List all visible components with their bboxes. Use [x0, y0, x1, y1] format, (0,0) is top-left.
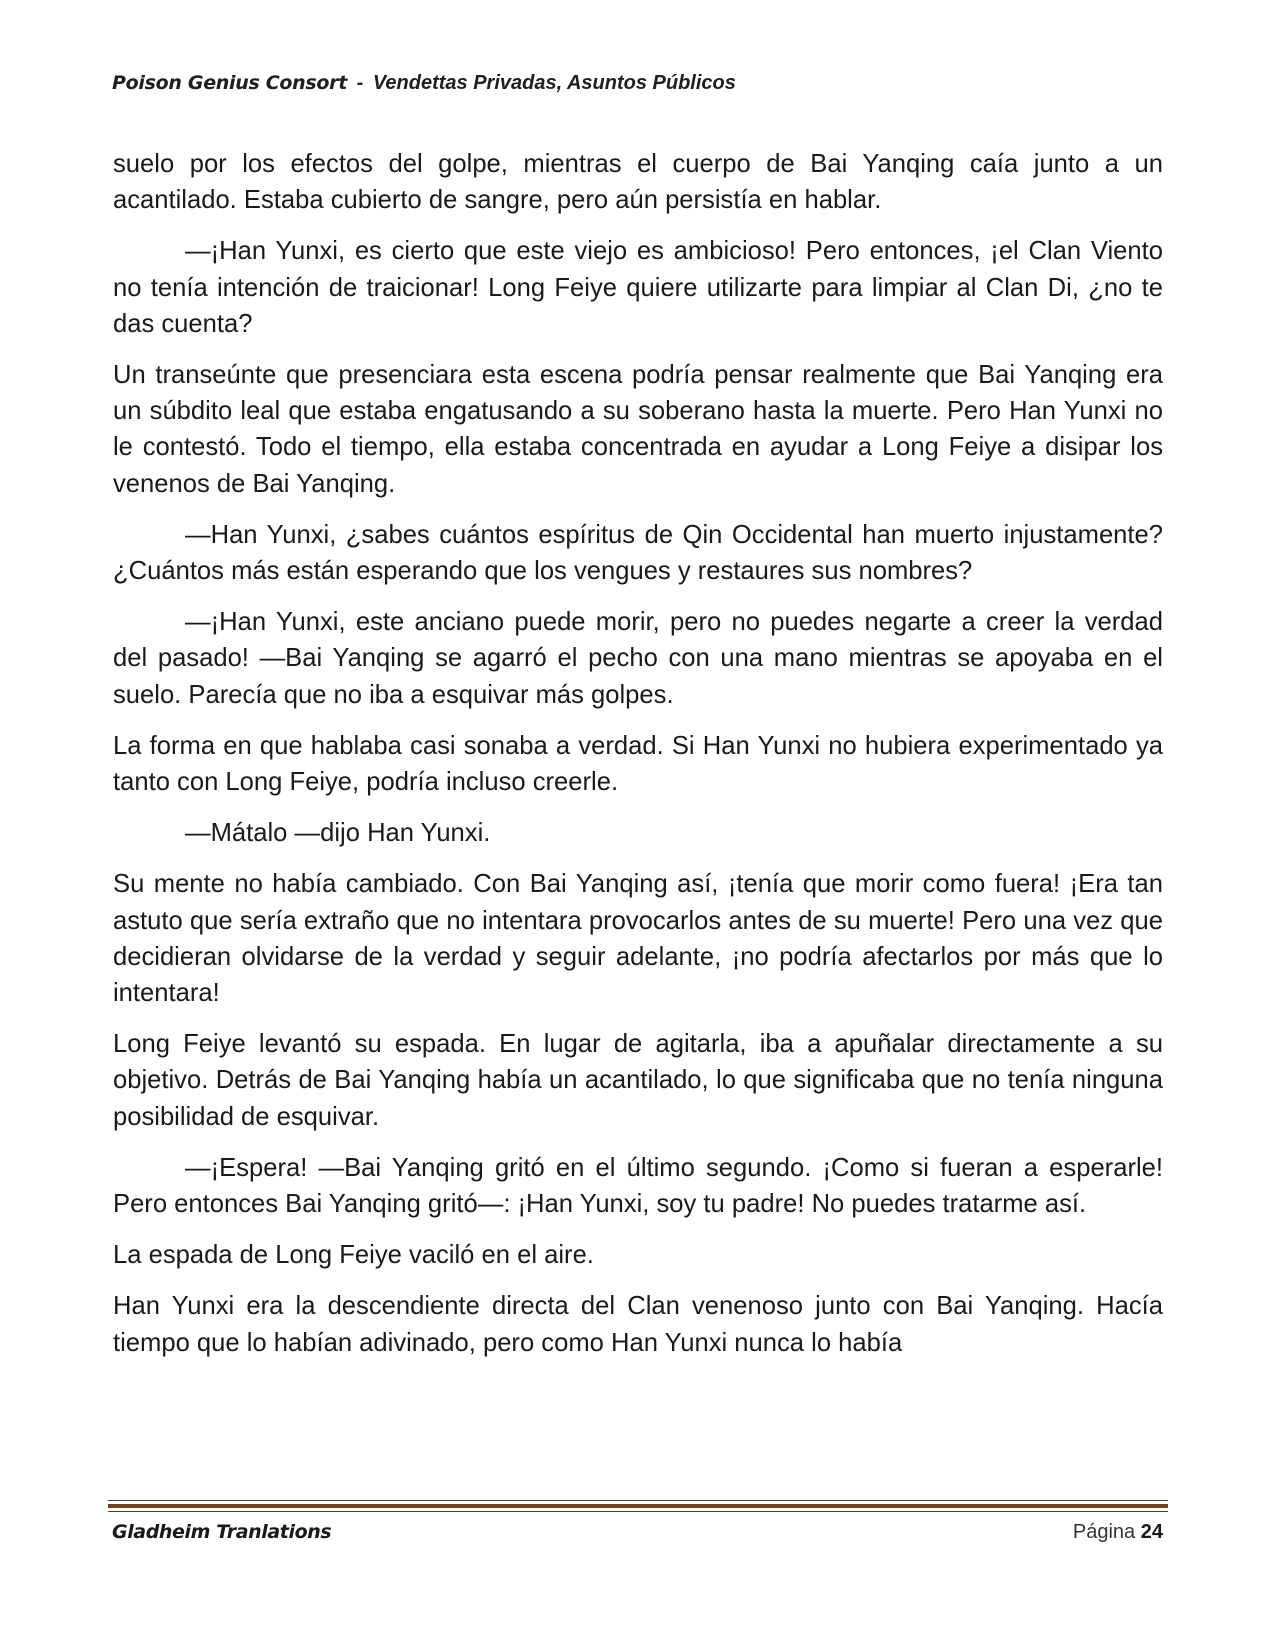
page-number: 24	[1140, 1521, 1163, 1543]
chapter-title: Vendettas Privadas, Asuntos Públicos	[372, 72, 736, 94]
paragraph: Han Yunxi era la descendiente directa del Clan venenoso junto con Bai Yanqing. Hacía tiempo que lo habían adivinado, pero como Han Yunxi nunca lo había	[113, 1292, 1163, 1357]
paragraph: —Han Yunxi, ¿sabes cuántos espíritus de Qin Occidental han muerto injustamente? ¿Cuántos más están esperando que los vengues y restaures sus nombres?	[113, 520, 1163, 586]
header-separator: -	[356, 72, 364, 94]
paragraph: Su mente no había cambiado. Con Bai Yanqing así, ¡tenía que morir como fuera! ¡Era tan astuto que sería extraño que no intentara provocarlos antes de su muerte! Pero una vez que decidieran olvidarse de la verdad y seguir adelante, ¡no podría afectarlos por más que lo intentara!	[113, 870, 1163, 1008]
book-title: Poison Genius Consort	[112, 72, 348, 94]
paragraph: Un transeúnte que presenciara esta escena podría pensar realmente que Bai Yanqing era un súbdito leal que estaba engatusando a su soberano hasta la muerte. Pero Han Yunxi no le contestó. Todo el tiempo, ella estaba concentrada en ayudar a Long Feiye a disipar los venenos de Bai Yanqing.	[113, 361, 1163, 498]
paragraph: La forma en que hablaba casi sonaba a verdad. Si Han Yunxi no hubiera experimentado ya tanto con Long Feiye, podría incluso creerle.	[113, 731, 1163, 797]
page-number-block	[1073, 1521, 1163, 1544]
page-label: Página	[1072, 1521, 1136, 1543]
paragraph: —¡Han Yunxi, este anciano puede morir, pero no puedes negarte a creer la verdad del pasado! —Bai Yanqing se agarró el pecho con una mano mientras se apoyaba en el suelo. Parecía que no iba a esquivar más golpes.	[113, 608, 1163, 709]
paragraph: —¡Han Yunxi, es cierto que este viejo es ambicioso! Pero entonces, ¡el Clan Viento no tenía intención de traicionar! Long Feiye quiere utilizarte para limpiar al Clan Di, ¿no te das cuenta?	[113, 237, 1163, 338]
footer-divider-thick	[108, 1504, 1168, 1508]
paragraph: suelo por los efectos del golpe, mientras el cuerpo de Bai Yanqing caía junto a un acantilado. Estaba cubierto de sangre, pero aún persistía en hablar.	[113, 150, 1163, 215]
footer-divider-lower	[108, 1511, 1168, 1512]
page-body	[113, 146, 1163, 1376]
paragraph: La espada de Long Feiye vaciló en el aire.	[113, 1241, 594, 1270]
running-header	[112, 72, 1163, 95]
translator-credit: Gladheim Tranlations	[112, 1521, 332, 1543]
footer-divider	[108, 1500, 1168, 1501]
paragraph: Long Feiye levantó su espada. En lugar de agitarla, iba a apuñalar directamente a su objetivo. Detrás de Bai Yanqing había un acantilado, lo que significaba que no tenía ninguna posibilidad de esquivar.	[113, 1030, 1163, 1131]
paragraph: —¡Espera! —Bai Yanqing gritó en el último segundo. ¡Como si fueran a esperarle! Pero entonces Bai Yanqing gritó—: ¡Han Yunxi, soy tu padre! No puedes tratarme así.	[113, 1153, 1163, 1219]
paragraph: —Mátalo —dijo Han Yunxi.	[185, 819, 491, 848]
